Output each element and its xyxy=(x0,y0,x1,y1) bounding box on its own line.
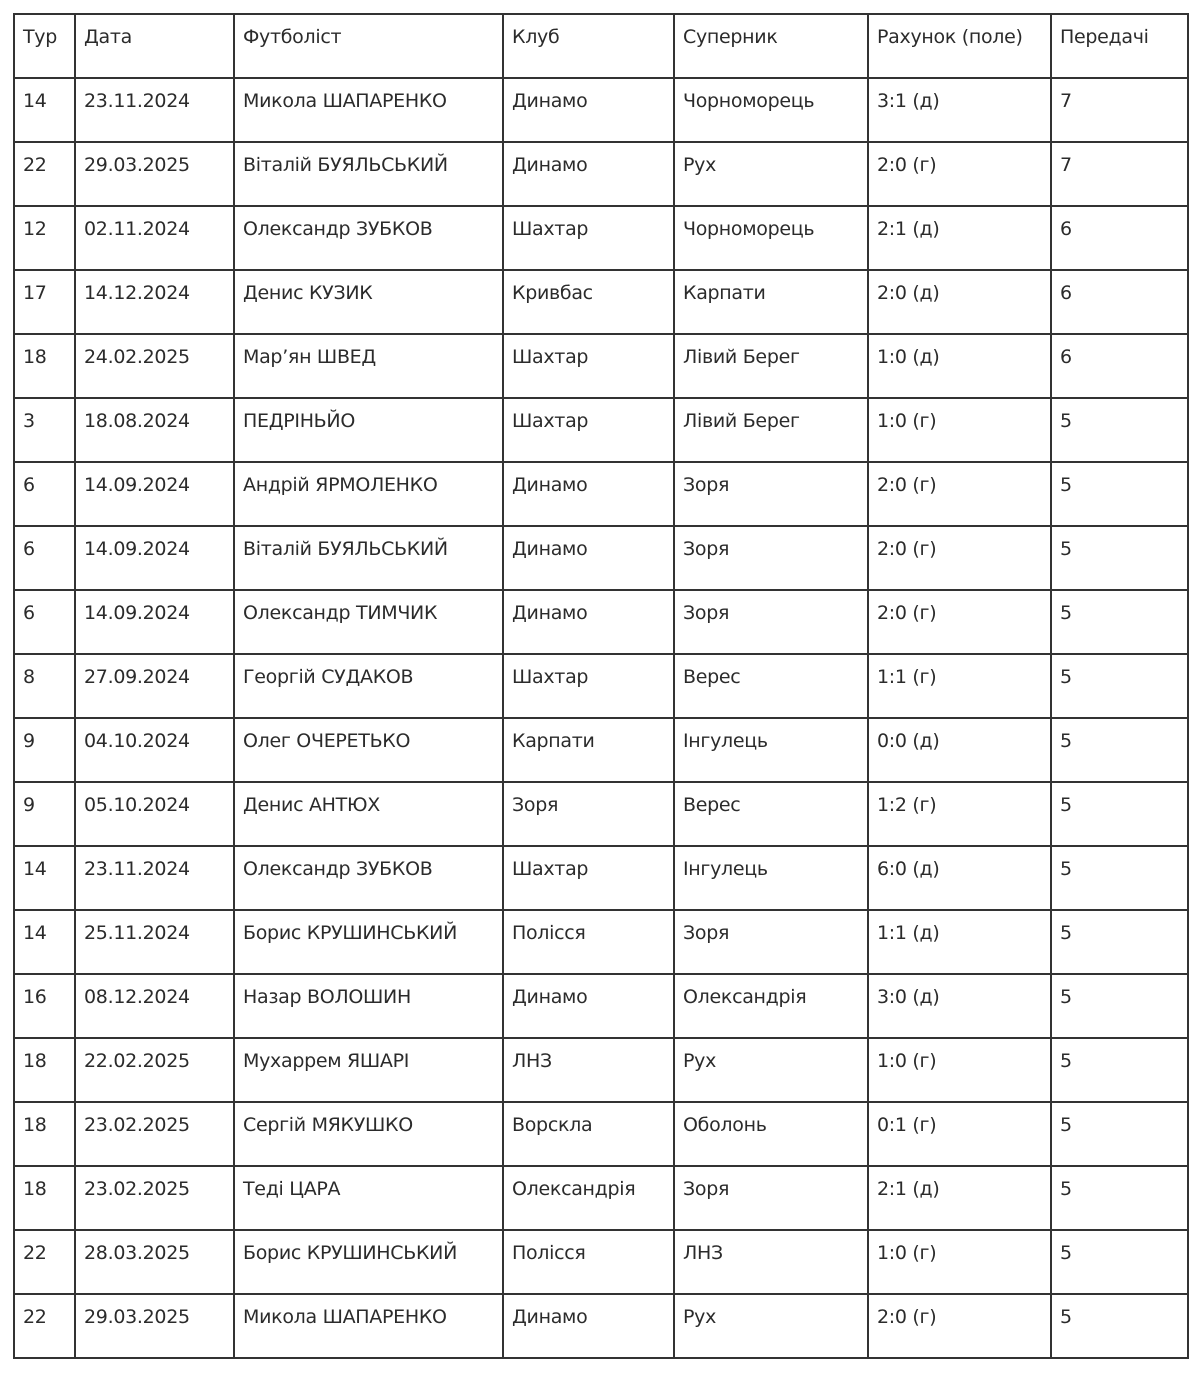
table-row xyxy=(14,1102,1188,1166)
table-body xyxy=(14,78,1188,1358)
assists-table xyxy=(13,13,1189,1359)
table-row xyxy=(14,910,1188,974)
cell-club: Шахтар xyxy=(503,334,674,398)
cell-opponent: ЛНЗ xyxy=(674,1230,868,1294)
cell-assists: 7 xyxy=(1051,78,1188,142)
cell-assists: 5 xyxy=(1051,654,1188,718)
cell-date: 14.12.2024 xyxy=(75,270,234,334)
cell-score: 3:0 (д) xyxy=(868,974,1051,1038)
cell-opponent: Оболонь xyxy=(674,1102,868,1166)
cell-assists: 5 xyxy=(1051,590,1188,654)
cell-round: 9 xyxy=(14,718,75,782)
cell-opponent: Зоря xyxy=(674,590,868,654)
cell-player: Олександр ЗУБКОВ xyxy=(234,846,503,910)
cell-opponent: Лівий Берег xyxy=(674,398,868,462)
cell-round: 18 xyxy=(14,1038,75,1102)
cell-round: 8 xyxy=(14,654,75,718)
cell-date: 14.09.2024 xyxy=(75,526,234,590)
cell-round: 16 xyxy=(14,974,75,1038)
cell-assists: 5 xyxy=(1051,782,1188,846)
cell-opponent: Зоря xyxy=(674,526,868,590)
cell-assists: 5 xyxy=(1051,1102,1188,1166)
table-row xyxy=(14,590,1188,654)
cell-club: ЛНЗ xyxy=(503,1038,674,1102)
table-row xyxy=(14,1230,1188,1294)
cell-player: Віталій БУЯЛЬСЬКИЙ xyxy=(234,526,503,590)
cell-score: 1:2 (г) xyxy=(868,782,1051,846)
cell-assists: 6 xyxy=(1051,270,1188,334)
cell-date: 08.12.2024 xyxy=(75,974,234,1038)
cell-opponent: Інгулець xyxy=(674,846,868,910)
cell-score: 0:1 (г) xyxy=(868,1102,1051,1166)
table-row xyxy=(14,334,1188,398)
cell-player: Микола ШАПАРЕНКО xyxy=(234,1294,503,1358)
cell-assists: 5 xyxy=(1051,1166,1188,1230)
cell-score: 3:1 (д) xyxy=(868,78,1051,142)
header-score: Рахунок (поле) xyxy=(868,14,1051,78)
cell-assists: 5 xyxy=(1051,526,1188,590)
cell-player: Денис КУЗИК xyxy=(234,270,503,334)
cell-opponent: Рух xyxy=(674,1294,868,1358)
cell-opponent: Зоря xyxy=(674,1166,868,1230)
cell-date: 29.03.2025 xyxy=(75,1294,234,1358)
cell-round: 6 xyxy=(14,462,75,526)
cell-player: Денис АНТЮХ xyxy=(234,782,503,846)
cell-score: 1:0 (г) xyxy=(868,398,1051,462)
cell-club: Динамо xyxy=(503,1294,674,1358)
cell-date: 14.09.2024 xyxy=(75,590,234,654)
cell-player: Назар ВОЛОШИН xyxy=(234,974,503,1038)
cell-opponent: Карпати xyxy=(674,270,868,334)
table-row xyxy=(14,526,1188,590)
table-row xyxy=(14,206,1188,270)
cell-club: Полісся xyxy=(503,910,674,974)
cell-club: Карпати xyxy=(503,718,674,782)
table-row xyxy=(14,78,1188,142)
cell-round: 18 xyxy=(14,1166,75,1230)
cell-date: 23.02.2025 xyxy=(75,1166,234,1230)
cell-assists: 6 xyxy=(1051,206,1188,270)
cell-opponent: Рух xyxy=(674,1038,868,1102)
header-date: Дата xyxy=(75,14,234,78)
cell-round: 6 xyxy=(14,590,75,654)
cell-assists: 5 xyxy=(1051,718,1188,782)
cell-club: Шахтар xyxy=(503,846,674,910)
cell-player: Олександр ТИМЧИК xyxy=(234,590,503,654)
header-assists: Передачі xyxy=(1051,14,1188,78)
cell-opponent: Верес xyxy=(674,782,868,846)
cell-score: 1:1 (г) xyxy=(868,654,1051,718)
cell-club: Олександрія xyxy=(503,1166,674,1230)
cell-score: 1:0 (г) xyxy=(868,1038,1051,1102)
cell-player: ПЕДРІНЬЙО xyxy=(234,398,503,462)
cell-date: 24.02.2025 xyxy=(75,334,234,398)
cell-score: 2:0 (г) xyxy=(868,526,1051,590)
cell-score: 2:1 (д) xyxy=(868,1166,1051,1230)
cell-round: 6 xyxy=(14,526,75,590)
cell-player: Георгій СУДАКОВ xyxy=(234,654,503,718)
table-row xyxy=(14,782,1188,846)
cell-date: 22.02.2025 xyxy=(75,1038,234,1102)
cell-date: 23.02.2025 xyxy=(75,1102,234,1166)
cell-player: Мар’ян ШВЕД xyxy=(234,334,503,398)
cell-date: 27.09.2024 xyxy=(75,654,234,718)
cell-round: 9 xyxy=(14,782,75,846)
table-row xyxy=(14,718,1188,782)
cell-club: Динамо xyxy=(503,590,674,654)
cell-assists: 5 xyxy=(1051,1294,1188,1358)
cell-player: Олександр ЗУБКОВ xyxy=(234,206,503,270)
cell-club: Ворскла xyxy=(503,1102,674,1166)
cell-date: 28.03.2025 xyxy=(75,1230,234,1294)
cell-opponent: Лівий Берег xyxy=(674,334,868,398)
cell-opponent: Верес xyxy=(674,654,868,718)
cell-round: 17 xyxy=(14,270,75,334)
cell-club: Динамо xyxy=(503,142,674,206)
cell-round: 18 xyxy=(14,1102,75,1166)
cell-assists: 5 xyxy=(1051,910,1188,974)
cell-date: 23.11.2024 xyxy=(75,846,234,910)
table-row xyxy=(14,1294,1188,1358)
cell-assists: 7 xyxy=(1051,142,1188,206)
cell-player: Мухаррем ЯШАРІ xyxy=(234,1038,503,1102)
cell-club: Шахтар xyxy=(503,206,674,270)
cell-club: Кривбас xyxy=(503,270,674,334)
cell-player: Віталій БУЯЛЬСЬКИЙ xyxy=(234,142,503,206)
cell-assists: 5 xyxy=(1051,846,1188,910)
cell-score: 0:0 (д) xyxy=(868,718,1051,782)
table-row xyxy=(14,270,1188,334)
cell-opponent: Олександрія xyxy=(674,974,868,1038)
cell-player: Борис КРУШИНСЬКИЙ xyxy=(234,910,503,974)
cell-assists: 5 xyxy=(1051,1038,1188,1102)
cell-round: 14 xyxy=(14,910,75,974)
header-row xyxy=(14,14,1188,78)
table-row xyxy=(14,398,1188,462)
cell-date: 04.10.2024 xyxy=(75,718,234,782)
cell-opponent: Рух xyxy=(674,142,868,206)
cell-opponent: Чорноморець xyxy=(674,78,868,142)
cell-round: 14 xyxy=(14,846,75,910)
cell-score: 2:0 (г) xyxy=(868,590,1051,654)
cell-player: Микола ШАПАРЕНКО xyxy=(234,78,503,142)
cell-assists: 5 xyxy=(1051,974,1188,1038)
table-row xyxy=(14,846,1188,910)
cell-opponent: Зоря xyxy=(674,910,868,974)
cell-round: 22 xyxy=(14,1230,75,1294)
cell-opponent: Інгулець xyxy=(674,718,868,782)
cell-round: 22 xyxy=(14,142,75,206)
header-opponent: Суперник xyxy=(674,14,868,78)
cell-opponent: Чорноморець xyxy=(674,206,868,270)
cell-round: 18 xyxy=(14,334,75,398)
cell-score: 1:0 (д) xyxy=(868,334,1051,398)
cell-round: 12 xyxy=(14,206,75,270)
cell-date: 02.11.2024 xyxy=(75,206,234,270)
cell-club: Шахтар xyxy=(503,654,674,718)
table-row xyxy=(14,654,1188,718)
cell-assists: 6 xyxy=(1051,334,1188,398)
header-player: Футболіст xyxy=(234,14,503,78)
cell-score: 2:0 (д) xyxy=(868,270,1051,334)
cell-round: 14 xyxy=(14,78,75,142)
cell-date: 25.11.2024 xyxy=(75,910,234,974)
cell-assists: 5 xyxy=(1051,462,1188,526)
cell-player: Олег ОЧЕРЕТЬКО xyxy=(234,718,503,782)
cell-club: Динамо xyxy=(503,526,674,590)
cell-opponent: Зоря xyxy=(674,462,868,526)
cell-round: 22 xyxy=(14,1294,75,1358)
cell-date: 29.03.2025 xyxy=(75,142,234,206)
cell-score: 2:1 (д) xyxy=(868,206,1051,270)
cell-club: Динамо xyxy=(503,78,674,142)
header-club: Клуб xyxy=(503,14,674,78)
cell-score: 2:0 (г) xyxy=(868,142,1051,206)
cell-score: 2:0 (г) xyxy=(868,1294,1051,1358)
cell-score: 1:0 (г) xyxy=(868,1230,1051,1294)
table-row xyxy=(14,1038,1188,1102)
cell-player: Борис КРУШИНСЬКИЙ xyxy=(234,1230,503,1294)
cell-date: 23.11.2024 xyxy=(75,78,234,142)
table-row xyxy=(14,142,1188,206)
cell-club: Шахтар xyxy=(503,398,674,462)
cell-date: 05.10.2024 xyxy=(75,782,234,846)
cell-player: Сергій МЯКУШКО xyxy=(234,1102,503,1166)
table-row xyxy=(14,1166,1188,1230)
cell-club: Зоря xyxy=(503,782,674,846)
cell-round: 3 xyxy=(14,398,75,462)
cell-player: Теді ЦАРА xyxy=(234,1166,503,1230)
cell-date: 18.08.2024 xyxy=(75,398,234,462)
header-round: Тур xyxy=(14,14,75,78)
cell-assists: 5 xyxy=(1051,398,1188,462)
cell-score: 6:0 (д) xyxy=(868,846,1051,910)
table-row xyxy=(14,974,1188,1038)
cell-date: 14.09.2024 xyxy=(75,462,234,526)
cell-club: Полісся xyxy=(503,1230,674,1294)
cell-score: 2:0 (г) xyxy=(868,462,1051,526)
cell-score: 1:1 (д) xyxy=(868,910,1051,974)
cell-club: Динамо xyxy=(503,462,674,526)
cell-assists: 5 xyxy=(1051,1230,1188,1294)
cell-club: Динамо xyxy=(503,974,674,1038)
table-row xyxy=(14,462,1188,526)
cell-player: Андрій ЯРМОЛЕНКО xyxy=(234,462,503,526)
